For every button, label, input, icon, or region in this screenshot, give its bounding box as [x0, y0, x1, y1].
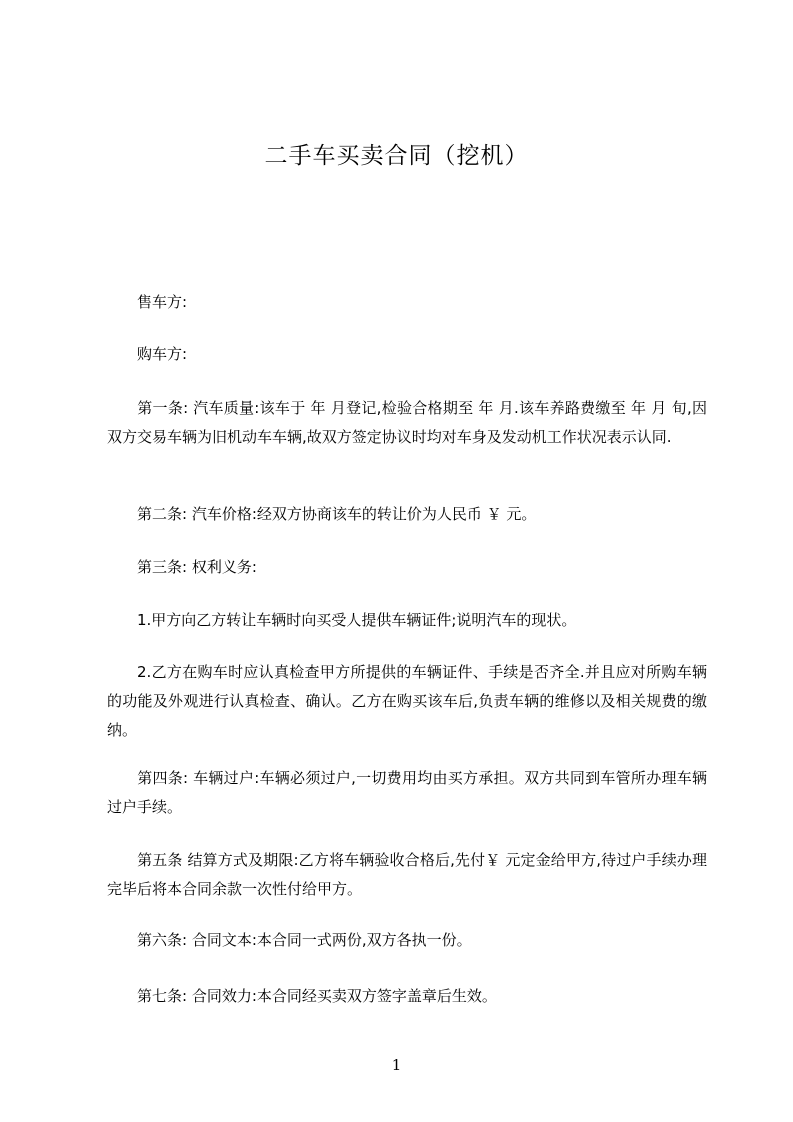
buyer-line — [107, 340, 707, 369]
article-4 — [107, 764, 707, 822]
article-7 — [107, 982, 707, 1011]
clause-3-2 — [107, 658, 707, 745]
article-3-text: 第三条: 权利义务: — [137, 558, 257, 576]
article-2-text: 第二条: 汽车价格:经双方协商该车的转让价为人民币 ￥ 元。 — [137, 505, 537, 523]
article-1 — [107, 394, 707, 452]
clause-3-1-text: 1.甲方向乙方转让车辆时向买受人提供车辆证件;说明汽车的现状。 — [137, 611, 577, 629]
article-7-text: 第七条: 合同效力:本合同经买卖双方签字盖章后生效。 — [137, 987, 497, 1005]
article-2 — [107, 500, 707, 529]
buyer-label: 购车方: — [137, 345, 188, 363]
article-6 — [107, 926, 707, 955]
page-number: 1 — [391, 1056, 402, 1074]
seller-label: 售车方: — [137, 293, 188, 311]
clause-3-1 — [107, 606, 707, 635]
article-4-text: 第四条: 车辆过户:车辆必须过户,一切费用均由买方承担。双方共同到车管所办理车辆过户手续。 — [107, 769, 707, 816]
seller-line — [107, 288, 707, 317]
article-6-text: 第六条: 合同文本:本合同一式两份,双方各执一份。 — [137, 931, 472, 949]
document-title: 二手车买卖合同（挖机） — [264, 143, 529, 169]
article-3 — [107, 553, 707, 582]
article-5 — [107, 846, 707, 904]
clause-3-2-text: 2.乙方在购车时应认真检查甲方所提供的车辆证件、手续是否齐全.并且应对所购车辆的功能及外观进行认真检查、确认。乙方在购买该车后,负责车辆的维修以及相关规费的缴纳。 — [107, 663, 707, 739]
article-5-text: 第五条 结算方式及期限:乙方将车辆验收合格后,先付￥ 元定金给甲方,待过户手续办理完毕后将本合同余款一次性付给甲方。 — [107, 851, 707, 898]
article-1-text: 第一条: 汽车质量:该车于 年 月登记,检验合格期至 年 月.该车养路费缴至 年 月 旬,因双方交易车辆为旧机动车车辆,故双方签定协议时均对车身及发动机工作状况表示认同. — [107, 399, 707, 446]
